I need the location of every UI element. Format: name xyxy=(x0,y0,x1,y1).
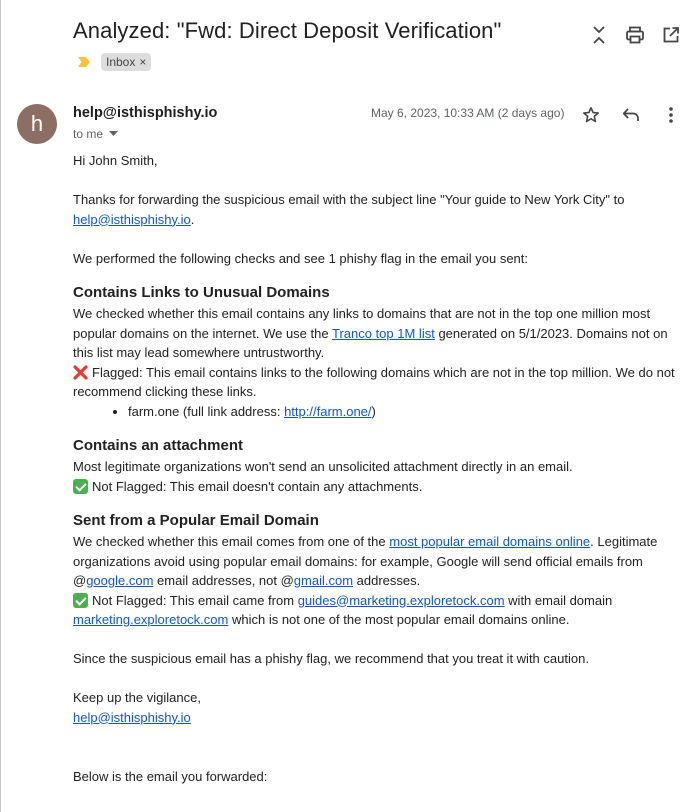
section-popular-domain-result xyxy=(73,591,685,630)
star-icon[interactable] xyxy=(580,104,602,126)
google-domain-link[interactable]: google.com xyxy=(86,573,154,588)
section1-desc-a: We checked whether this email contains any links to domains that are not in the top one million most popular domains on the internet. We use the xyxy=(73,306,651,341)
section1-desc-b: generated on 5/1/2023. Domains not on this list may lead somewhere untrustworthy. xyxy=(73,325,668,360)
flagged-domains-list xyxy=(73,402,685,422)
section-attachment-description: Most legitimate organizations won't send an unsolicited attachment directly in an email. xyxy=(73,459,573,474)
sender-address[interactable]: help@isthisphishy.io xyxy=(73,105,218,121)
message-date: May 6, 2023, 10:33 AM (2 days ago) xyxy=(371,106,565,120)
section-unusual-domains-result xyxy=(73,363,685,402)
section3-desc-c: email addresses, not @ xyxy=(153,573,294,588)
intro-end: . xyxy=(190,211,195,227)
forwarded-intro: Below is the email you forwarded: xyxy=(73,769,268,784)
list-item xyxy=(128,402,685,422)
section-unusual-domains-heading: Contains Links to Unusual Domains xyxy=(73,284,330,301)
recipient-label: to me xyxy=(73,127,104,141)
remove-label-icon[interactable]: × xyxy=(139,55,147,69)
section3-desc-a: We checked whether this email comes from one of the xyxy=(73,534,386,549)
importance-marker-icon[interactable] xyxy=(77,55,91,69)
section3-desc-d: addresses. xyxy=(353,573,421,588)
intro-paragraph xyxy=(73,190,685,229)
section-attachment-result xyxy=(73,477,685,497)
section3-result-c: which is not one of the most popular email domains online. xyxy=(231,612,570,627)
signoff-email xyxy=(73,708,685,728)
thread-toolbar xyxy=(588,24,682,46)
flagged-domain-link[interactable]: http://farm.one/ xyxy=(284,403,372,419)
chevron-down-icon xyxy=(109,131,118,137)
sender-address-link[interactable]: guides@marketing.exploretock.com xyxy=(297,592,505,608)
section1-result-text: Flagged: This email contains links to the following domains which are not in the top million. We do not recommend clicking these links. xyxy=(73,364,675,399)
recipient-details-toggle[interactable] xyxy=(73,127,118,141)
conclusion: Since the suspicious email has a phishy flag, we recommend that you treat it with caution. xyxy=(73,651,589,666)
window-left-border xyxy=(0,0,1,812)
tranco-list-link[interactable]: Tranco top 1M list xyxy=(331,325,435,341)
intro-email-link[interactable]: help@isthisphishy.io xyxy=(73,211,191,227)
label-row xyxy=(77,53,151,71)
collapse-icon[interactable] xyxy=(588,24,610,46)
message-actions xyxy=(580,104,682,126)
message-body xyxy=(73,151,685,787)
section-attachment-heading: Contains an attachment xyxy=(73,437,244,454)
green-check-icon xyxy=(73,479,88,494)
greeting: Hi John Smith, xyxy=(73,153,158,168)
gmail-domain-link[interactable]: gmail.com xyxy=(293,573,354,588)
flagged-domain-end: ) xyxy=(371,403,376,419)
section-popular-domain-description xyxy=(73,532,685,591)
email-subject: Analyzed: "Fwd: Direct Deposit Verification" xyxy=(73,18,502,43)
checks-summary: We performed the following checks and see 1 phishy flag in the email you sent: xyxy=(73,250,529,266)
sender-avatar: h xyxy=(17,104,57,144)
section3-desc-b: . Legitimate organizations avoid using popular email domains: for example, Google will send official emails from @ xyxy=(73,534,658,588)
red-x-icon xyxy=(73,365,88,380)
sender-domain-link[interactable]: marketing.exploretock.com xyxy=(73,612,229,627)
inbox-label-text: Inbox xyxy=(106,55,136,69)
reply-icon[interactable] xyxy=(620,104,642,126)
signoff-email-link[interactable]: help@isthisphishy.io xyxy=(73,709,191,725)
open-in-new-icon[interactable] xyxy=(660,24,682,46)
inbox-label-chip[interactable] xyxy=(101,53,151,71)
green-check-icon xyxy=(73,593,88,608)
section-popular-domain-heading: Sent from a Popular Email Domain xyxy=(73,512,319,529)
section3-result-b: with email domain xyxy=(508,592,613,608)
print-icon[interactable] xyxy=(624,24,646,46)
section2-result-text: Not Flagged: This email doesn't contain any attachments. xyxy=(92,478,423,494)
section-unusual-domains-description xyxy=(73,304,685,363)
signoff: Keep up the vigilance, xyxy=(73,690,201,705)
intro-text: Thanks for forwarding the suspicious email with the subject line "Your guide to New York City" to xyxy=(73,192,625,207)
more-vert-icon[interactable] xyxy=(660,104,682,126)
section3-result-a: Not Flagged: This email came from xyxy=(92,592,295,608)
popular-domains-link[interactable]: most popular email domains online xyxy=(389,534,591,549)
flagged-domain-text: farm.one (full link address: xyxy=(128,403,281,419)
